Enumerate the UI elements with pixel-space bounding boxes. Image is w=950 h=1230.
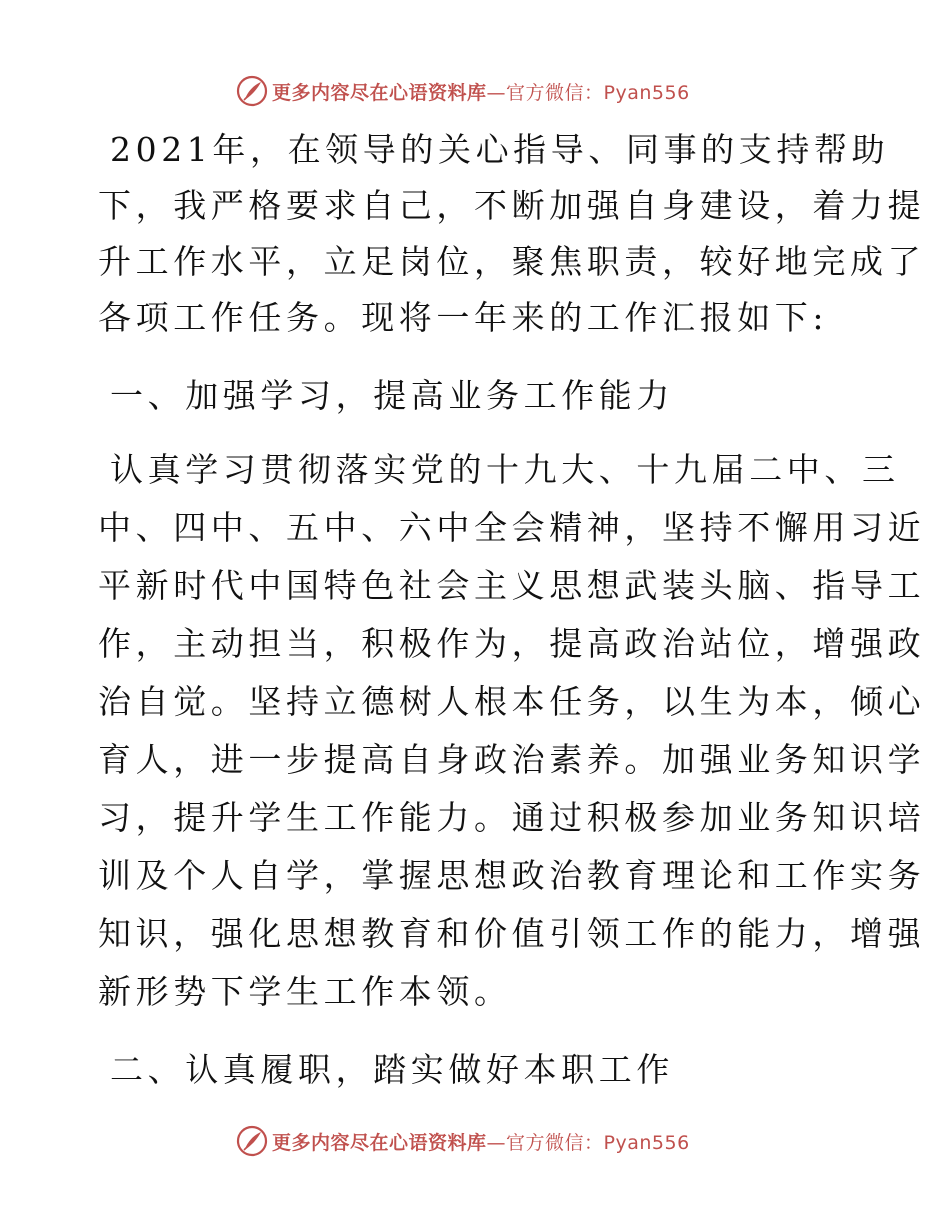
watermark-separator: —: [486, 81, 507, 104]
body-line-9: 知识，强化思想教育和价值引领工作的能力，增强: [98, 914, 926, 953]
watermark-main: 更多内容尽在心语资料库: [272, 1131, 487, 1154]
watermark-separator: —: [486, 1131, 507, 1154]
body-line-10: 新形势下学生工作本领。: [98, 972, 512, 1011]
body-line-4: 作，主动担当，积极作为，提高政治站位，增强政: [98, 624, 926, 663]
watermark-main: 更多内容尽在心语资料库: [272, 81, 487, 104]
intro-line-3: 升工作水平，立足岗位，聚焦职责，较好地完成了: [98, 242, 926, 281]
header-watermark: [236, 74, 690, 108]
section-heading-1: 一、加强学习，提高业务工作能力: [110, 376, 674, 415]
footer-watermark: [236, 1124, 690, 1158]
quill-logo-icon: [236, 1125, 268, 1157]
body-line-3: 平新时代中国特色社会主义思想武装头脑、指导工: [98, 566, 926, 605]
body-line-8: 训及个人自学，掌握思想政治教育理论和工作实务: [98, 856, 926, 895]
intro-line-2: 下，我严格要求自己，不断加强自身建设，着力提: [98, 186, 926, 225]
watermark-suffix: 官方微信：Pyan556: [506, 81, 690, 104]
watermark-text: [272, 78, 690, 105]
section-heading-2: 二、认真履职，踏实做好本职工作: [110, 1050, 674, 1089]
body-line-6: 育人，进一步提高自身政治素养。加强业务知识学: [98, 740, 926, 779]
quill-logo-icon: [236, 75, 268, 107]
watermark-suffix: 官方微信：Pyan556: [506, 1131, 690, 1154]
intro-line-1: 2021年，在领导的关心指导、同事的支持帮助: [110, 130, 890, 169]
intro-line-4: 各项工作任务。现将一年来的工作汇报如下:: [98, 298, 829, 337]
body-line-2: 中、四中、五中、六中全会精神，坚持不懈用习近: [98, 508, 926, 547]
body-line-1: 认真学习贯彻落实党的十九大、十九届二中、三: [110, 450, 900, 489]
watermark-text: [272, 1128, 690, 1155]
body-line-5: 治自觉。坚持立德树人根本任务，以生为本，倾心: [98, 682, 926, 721]
body-line-7: 习，提升学生工作能力。通过积极参加业务知识培: [98, 798, 926, 837]
